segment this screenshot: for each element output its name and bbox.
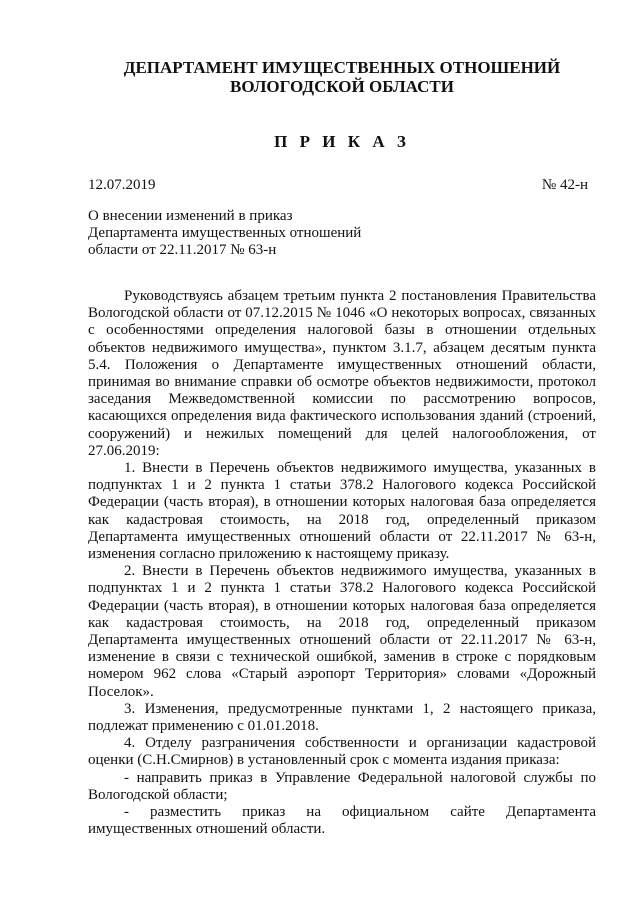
subject-line: Департамента имущественных отношений — [88, 225, 362, 241]
order-item-4: 4. Отделу разграничения собственности и организации кадастровой оценки (С.Н.Смирнов) в установленный срок с момента издания приказа: — [88, 735, 596, 769]
document-subject — [88, 208, 596, 259]
subject-line: области от 22.11.2017 № 63-н — [88, 242, 277, 258]
order-item-2: 2. Внести в Перечень объектов недвижимого имущества, указанных в подпунктах 1 и 2 пункта 1 статьи 378.2 Налогового кодекса Российской Федерации (часть вторая), в отношении которых налоговая база определяется как кадастровая стоимость, на 2018 год, определенный приказом Департамента имущественных отношений области от 22.11.2017 № 63-н, изменение в связи с технической ошибкой, заменив в строке с порядковым номером 962 слова «Старый аэропорт Территория» словами «Дорожный Поселок». — [88, 563, 596, 700]
organization-name-line1: ДЕПАРТАМЕНТ ИМУЩЕСТВЕННЫХ ОТНОШЕНИЙ — [123, 58, 561, 77]
document-type-title: П Р И К А З — [274, 132, 410, 151]
document-header — [88, 58, 596, 152]
order-item-4-subitem-publish: - разместить приказ на официальном сайте Департамента имущественных отношений области. — [88, 804, 596, 838]
order-item-1: 1. Внести в Перечень объектов недвижимого имущества, указанных в подпунктах 1 и 2 пункта 1 статьи 378.2 Налогового кодекса Российской Федерации (часть вторая), в отношении которых налоговая база определяется как кадастровая стоимость, на 2018 год, определенный приказом Департамента имущественных отношений области от 22.11.2017 № 63-н, изменения согласно приложению к настоящему приказу. — [88, 460, 596, 563]
document-meta — [88, 176, 596, 194]
order-item-3: 3. Изменения, предусмотренные пунктами 1, 2 настоящего приказа, подлежат применению с 01.01.2018. — [88, 700, 596, 735]
document-body — [88, 288, 596, 839]
document-page — [88, 58, 596, 839]
order-item-4-subitem-send: - направить приказ в Управление Федеральной налоговой службы по Вологодской области; — [88, 769, 596, 803]
document-number: № 42-н — [541, 177, 588, 193]
organization-name-line2: ВОЛОГОДСКОЙ ОБЛАСТИ — [230, 77, 454, 96]
document-date: 12.07.2019 — [88, 177, 156, 193]
subject-line: О внесении изменений в приказ — [88, 208, 293, 224]
preamble-paragraph: Руководствуясь абзацем третьим пункта 2 постановления Правительства Вологодской области от 07.12.2015 № 1046 «О некоторых вопросах, связанных с особенностями определения налоговой базы в отношении отдельных объектов недвижимого имущества», пунктом 3.1.7, абзацем десятым пункта 5.4. Положения о Департаменте имущественных отношений области, принимая во внимание справки об осмотре объектов недвижимости, протокол заседания Межведомственной комиссии по рассмотрению вопросов, касающихся определения вида фактического использования зданий (строений, сооружений) и нежилых помещений для целей налогообложения, от 27.06.2019: — [88, 288, 596, 459]
